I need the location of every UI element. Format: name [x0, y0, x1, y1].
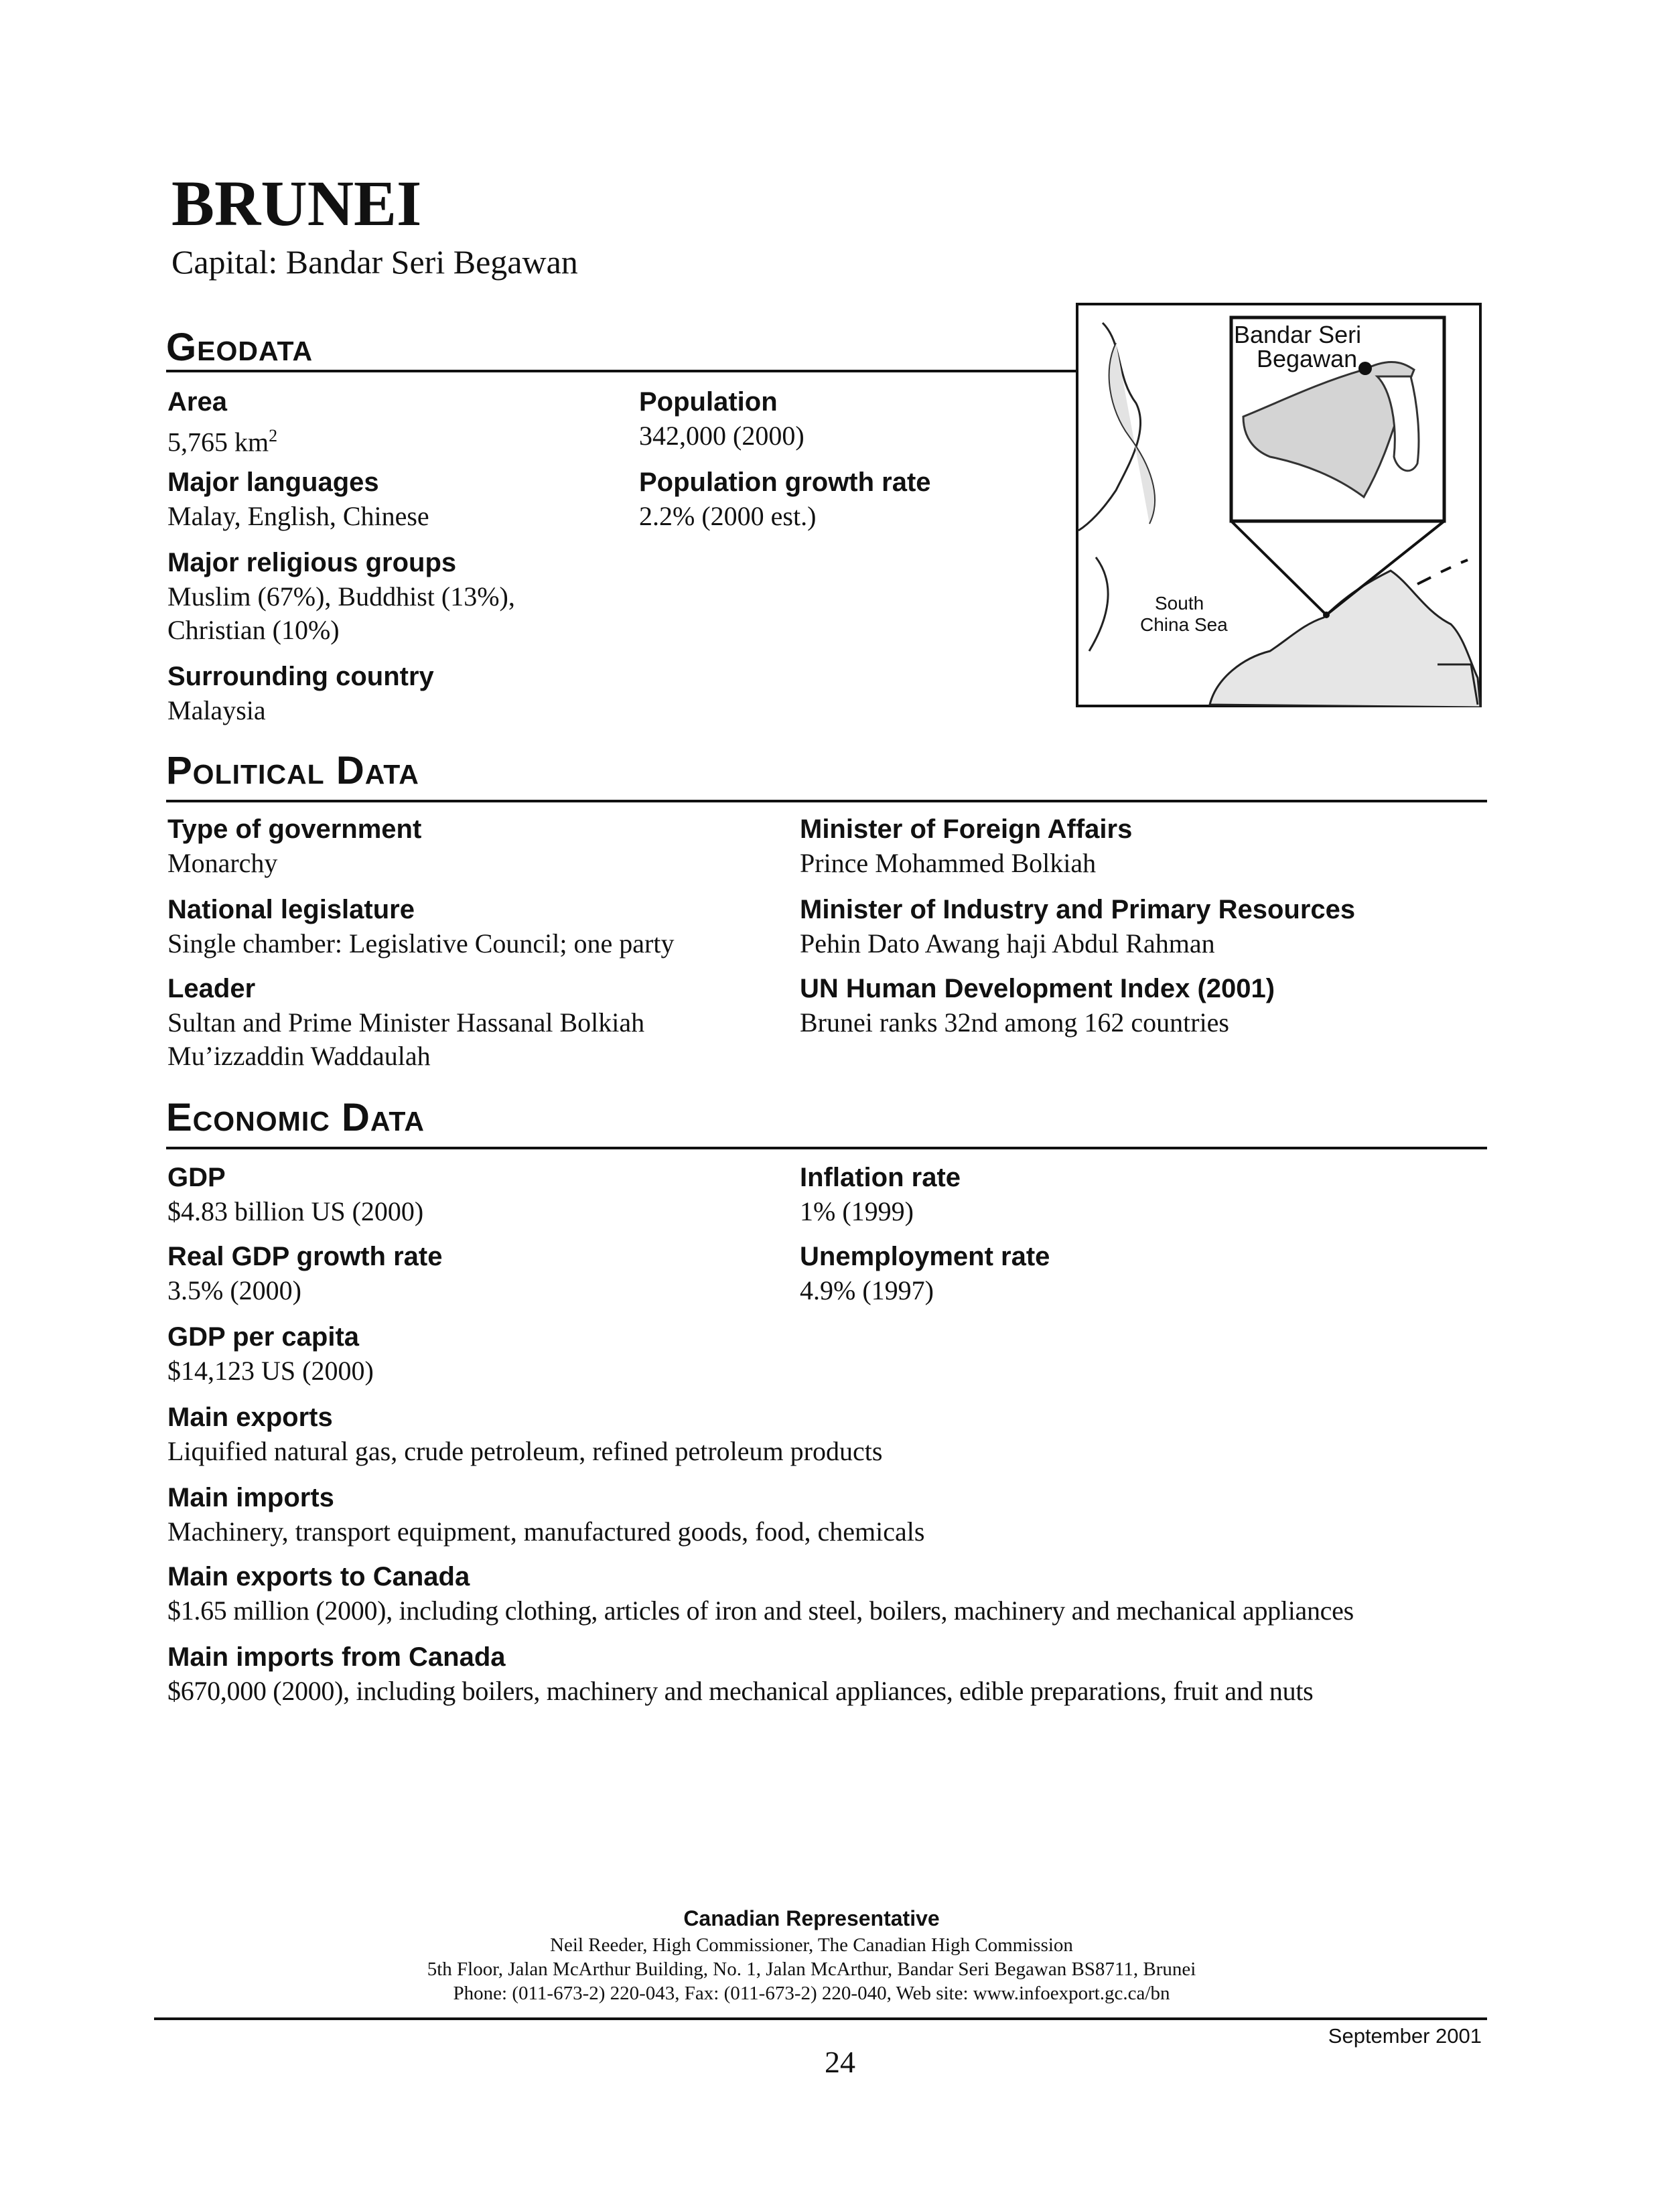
brunei-map [1076, 303, 1482, 707]
growth-value: 2.2% (2000 est.) [639, 501, 817, 531]
capital-marker-icon [1358, 362, 1372, 375]
industry-minister-label: Minister of Industry and Primary Resources [800, 895, 1356, 924]
leader-label: Leader [167, 974, 256, 1003]
leader-value-line-1: Sultan and Prime Minister Hassanal Bolkiah [167, 1007, 645, 1038]
geodata-rule [166, 370, 1078, 372]
industry-minister-field [800, 892, 1355, 961]
hdi-value: Brunei ranks 32nd among 162 countries [800, 1007, 1229, 1038]
surrounding-value: Malaysia [167, 695, 266, 725]
growth-label: Population growth rate [639, 468, 931, 497]
real-growth-label: Real GDP growth rate [167, 1242, 443, 1271]
unemployment-label: Unemployment rate [800, 1242, 1050, 1271]
imports-canada-field [167, 1640, 1313, 1708]
inflation-field [800, 1160, 961, 1228]
per-capita-value: $14,123 US (2000) [167, 1356, 374, 1386]
gdp-label: GDP [167, 1163, 226, 1192]
map-sea-label-1: South [1155, 593, 1204, 614]
languages-value: Malay, English, Chinese [167, 501, 429, 531]
foreign-minister-field [800, 812, 1132, 880]
religions-value-line-2: Christian (10%) [167, 615, 340, 645]
hdi-label: UN Human Development Index (2001) [800, 974, 1275, 1003]
economic-section-header [166, 1098, 425, 1137]
hdi-field [800, 971, 1275, 1040]
population-field [639, 384, 804, 453]
map-capital-label-2: Begawan [1257, 345, 1358, 372]
legislature-value: Single chamber: Legislative Council; one party [167, 928, 675, 958]
unemployment-field [800, 1239, 1050, 1307]
geodata-title: Geodata [166, 326, 313, 369]
religions-label: Major religious groups [167, 548, 457, 577]
surrounding-field [167, 659, 434, 727]
foreign-minister-label: Minister of Foreign Affairs [800, 814, 1133, 844]
imports-field [167, 1480, 924, 1549]
brunei-location-dot [1323, 612, 1330, 618]
map-sea-label-2: China Sea [1140, 614, 1228, 635]
political-title: Political Data [166, 749, 419, 792]
footer-rule [154, 2017, 1487, 2020]
area-superscript: 2 [269, 426, 278, 445]
representative-name: Neil Reeder, High Commissioner, The Canadian High Commission [550, 1934, 1073, 1956]
languages-field [167, 465, 429, 533]
representative-contact: Phone: (011-673-2) 220-043, Fax: (011-673-2) 220-040, Web site: www.infoexport.gc.ca/bn [453, 1983, 1170, 2004]
surrounding-label: Surrounding country [167, 662, 434, 691]
foreign-minister-value: Prince Mohammed Bolkiah [800, 848, 1097, 878]
area-label: Area [167, 387, 227, 417]
growth-field [639, 465, 931, 533]
inflation-label: Inflation rate [800, 1163, 961, 1192]
government-field [167, 812, 421, 880]
exports-label: Main exports [167, 1403, 333, 1432]
geodata-section-header [166, 328, 313, 367]
area-number: 5,765 km [167, 427, 269, 457]
industry-minister-value: Pehin Dato Awang haji Abdul Rahman [800, 928, 1215, 958]
area-value [167, 419, 277, 459]
economic-title: Economic Data [166, 1096, 425, 1139]
imports-canada-value: $670,000 (2000), including boilers, machinery and mechanical appliances, edible preparations, fruit and nuts [167, 1676, 1314, 1706]
exports-canada-field [167, 1559, 1354, 1628]
unemployment-value: 4.9% (1997) [800, 1275, 934, 1305]
imports-label: Main imports [167, 1483, 334, 1512]
leader-value-line-2: Mu’izzaddin Waddaulah [167, 1041, 431, 1071]
gdp-value: $4.83 billion US (2000) [167, 1196, 424, 1226]
exports-canada-label: Main exports to Canada [167, 1562, 470, 1591]
political-section-header [166, 749, 419, 792]
economic-rule [166, 1147, 1487, 1149]
population-value: 342,000 (2000) [639, 421, 804, 451]
real-growth-value: 3.5% (2000) [167, 1275, 301, 1305]
gdp-field [167, 1160, 423, 1228]
exports-canada-value: $1.65 million (2000), including clothing, articles of iron and steel, boilers, machinery and mechanical appliances [167, 1595, 1354, 1626]
capital-subtitle: Capital: Bandar Seri Begawan [171, 243, 578, 281]
legislature-label: National legislature [167, 895, 415, 924]
legislature-field [167, 892, 674, 961]
representative-address: 5th Floor, Jalan McArthur Building, No. 1, Jalan McArthur, Bandar Seri Begawan BS8711, Brunei [427, 1959, 1196, 1980]
population-label: Population [639, 387, 778, 417]
real-growth-field [167, 1239, 442, 1307]
page-number: 24 [825, 2045, 855, 2079]
government-value: Monarchy [167, 848, 278, 878]
per-capita-field [167, 1320, 374, 1388]
canadian-representative-block [348, 1904, 1275, 2005]
leader-field [167, 971, 644, 1073]
imports-canada-label: Main imports from Canada [167, 1642, 506, 1672]
per-capita-label: GDP per capita [167, 1322, 360, 1352]
political-rule [166, 800, 1487, 802]
exports-field [167, 1400, 882, 1468]
exports-value: Liquified natural gas, crude petroleum, refined petroleum products [167, 1436, 883, 1466]
religions-value-line-1: Muslim (67%), Buddhist (13%), [167, 581, 515, 612]
representative-label: Canadian Representative [683, 1906, 940, 1930]
map-capital-label-1: Bandar Seri [1234, 321, 1362, 348]
government-label: Type of government [167, 814, 422, 844]
inflation-value: 1% (1999) [800, 1196, 914, 1226]
publication-date: September 2001 [1328, 2024, 1482, 2048]
languages-label: Major languages [167, 468, 379, 497]
area-field [167, 384, 277, 459]
religions-field [167, 545, 515, 647]
imports-value: Machinery, transport equipment, manufactured goods, food, chemicals [167, 1516, 925, 1547]
page-title: BRUNEI [171, 167, 422, 239]
